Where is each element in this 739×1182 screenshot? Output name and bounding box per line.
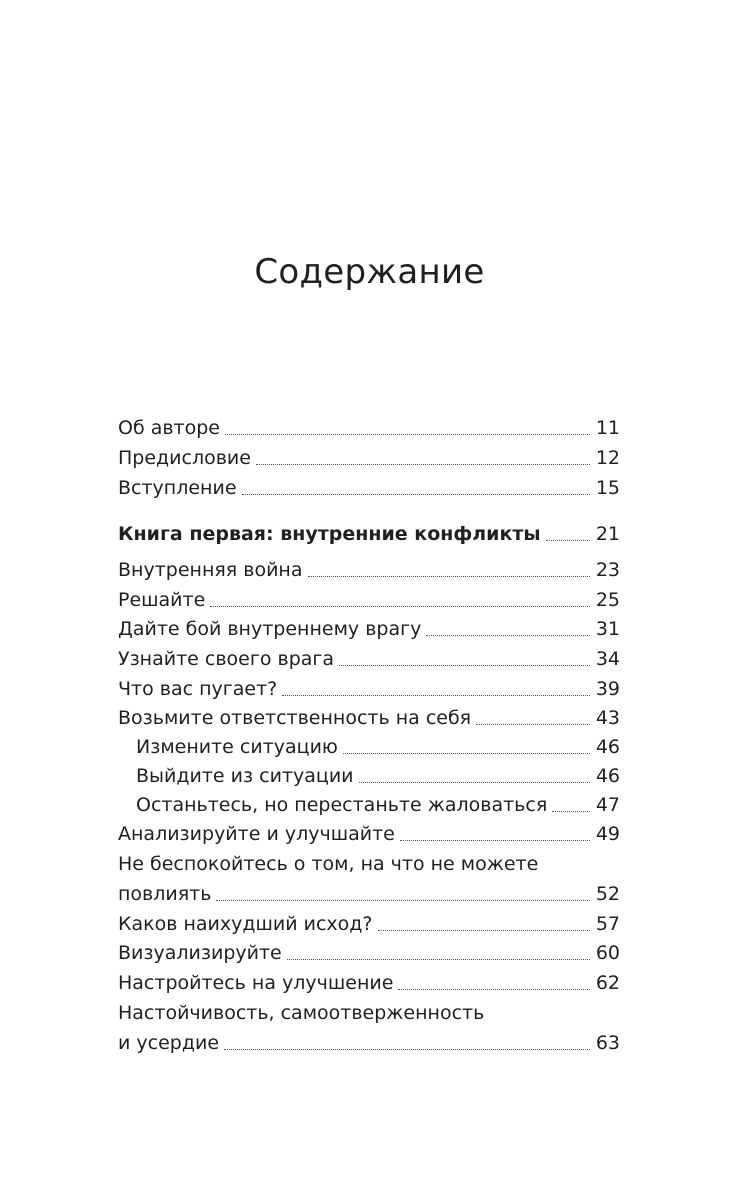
toc-entry-page: 21 bbox=[595, 523, 620, 545]
toc-entry[interactable] bbox=[118, 876, 620, 906]
toc-entry-label: Возьмите ответственность на себя bbox=[118, 707, 472, 729]
toc-entry-label-line1[interactable]: Не беспокойтесь о том, на что не можете bbox=[118, 853, 539, 875]
toc-entry[interactable] bbox=[118, 700, 620, 730]
dot-leader bbox=[224, 1049, 590, 1050]
page-title: Содержание bbox=[254, 252, 485, 292]
toc-entry[interactable] bbox=[118, 641, 620, 671]
toc-entry-page: 12 bbox=[595, 447, 620, 469]
toc-entry-page: 31 bbox=[595, 618, 620, 640]
dot-leader bbox=[476, 724, 590, 725]
toc-entry-page: 60 bbox=[595, 942, 620, 964]
toc-entry-label-line1[interactable]: Настойчивость, самоотверженность bbox=[118, 1002, 485, 1024]
toc-entry-label: Вступление bbox=[118, 477, 237, 499]
dot-leader bbox=[426, 635, 589, 636]
toc-section-heading[interactable] bbox=[118, 516, 620, 546]
toc-entry-label: Что вас пугает? bbox=[118, 678, 278, 700]
toc-entry-page: 63 bbox=[595, 1032, 620, 1054]
toc-entry[interactable] bbox=[118, 906, 620, 936]
dot-leader bbox=[378, 930, 590, 931]
toc-entry-label: Предисловие bbox=[118, 447, 251, 469]
toc-entry-label: повлиять bbox=[118, 883, 212, 905]
dot-leader bbox=[256, 464, 590, 465]
dot-leader bbox=[210, 606, 590, 607]
toc-subentry[interactable] bbox=[118, 787, 620, 817]
dot-leader bbox=[287, 959, 590, 960]
toc-entry-label: Останьтесь, но перестаньте жаловаться bbox=[136, 794, 548, 816]
toc-entry-page: 25 bbox=[595, 589, 620, 611]
toc-entry[interactable] bbox=[118, 965, 620, 995]
toc-entry[interactable] bbox=[118, 611, 620, 641]
toc-entry-label: Решайте bbox=[118, 589, 206, 611]
toc-entry-label: Измените ситуацию bbox=[136, 736, 338, 758]
dot-leader bbox=[225, 434, 590, 435]
toc-entry[interactable] bbox=[118, 470, 620, 500]
toc-entry-page: 46 bbox=[595, 765, 620, 787]
toc-entry-page: 47 bbox=[595, 794, 620, 816]
toc-entry-label: Узнайте своего врага bbox=[118, 648, 335, 670]
toc-entry[interactable] bbox=[118, 582, 620, 612]
dot-leader bbox=[400, 840, 590, 841]
toc-entry[interactable] bbox=[118, 816, 620, 846]
dot-leader bbox=[552, 811, 590, 812]
toc-entry-page: 15 bbox=[595, 477, 620, 499]
toc-entry-label: и усердие bbox=[118, 1032, 220, 1054]
dot-leader bbox=[359, 782, 590, 783]
toc-entry-label: Выйдите из ситуации bbox=[136, 765, 354, 787]
dot-leader bbox=[216, 900, 589, 901]
toc-entry[interactable] bbox=[118, 410, 620, 440]
toc-subentry[interactable] bbox=[118, 729, 620, 759]
dot-leader bbox=[339, 665, 590, 666]
toc-entry-label: Визуализируйте bbox=[118, 942, 282, 964]
toc-entry-label: Настройтесь на улучшение bbox=[118, 972, 394, 994]
toc-entry-label: Анализируйте и улучшайте bbox=[118, 823, 395, 845]
dot-leader bbox=[282, 695, 590, 696]
toc-entry-label: Каков наихудший исход? bbox=[118, 913, 373, 935]
toc-entry-page: 43 bbox=[595, 707, 620, 729]
toc-entry-page: 62 bbox=[595, 972, 620, 994]
toc-entry[interactable] bbox=[118, 440, 620, 470]
toc-entry-page: 49 bbox=[595, 823, 620, 845]
toc-entry[interactable] bbox=[118, 1025, 620, 1055]
toc-entry-label: Книга первая: внутренние конфликты bbox=[118, 523, 541, 545]
toc-entry-label: Об авторе bbox=[118, 417, 220, 439]
dot-leader bbox=[546, 540, 590, 541]
toc-entry-page: 46 bbox=[595, 736, 620, 758]
toc-entry-page: 39 bbox=[595, 678, 620, 700]
dot-leader bbox=[398, 989, 589, 990]
toc-entry-page: 34 bbox=[595, 648, 620, 670]
toc-entry-page: 23 bbox=[595, 559, 620, 581]
dot-leader bbox=[308, 576, 590, 577]
toc-entry[interactable] bbox=[118, 552, 620, 582]
dot-leader bbox=[242, 494, 590, 495]
toc-entry-label: Внутренняя война bbox=[118, 559, 303, 581]
toc-entry[interactable] bbox=[118, 671, 620, 701]
toc-entry-page: 57 bbox=[595, 913, 620, 935]
toc-entry-label: Дайте бой внутреннему врагу bbox=[118, 618, 422, 640]
toc-entry[interactable] bbox=[118, 935, 620, 965]
toc-entry-page: 11 bbox=[595, 417, 620, 439]
dot-leader bbox=[343, 753, 590, 754]
toc-subentry[interactable] bbox=[118, 758, 620, 788]
toc-entry-page: 52 bbox=[595, 883, 620, 905]
